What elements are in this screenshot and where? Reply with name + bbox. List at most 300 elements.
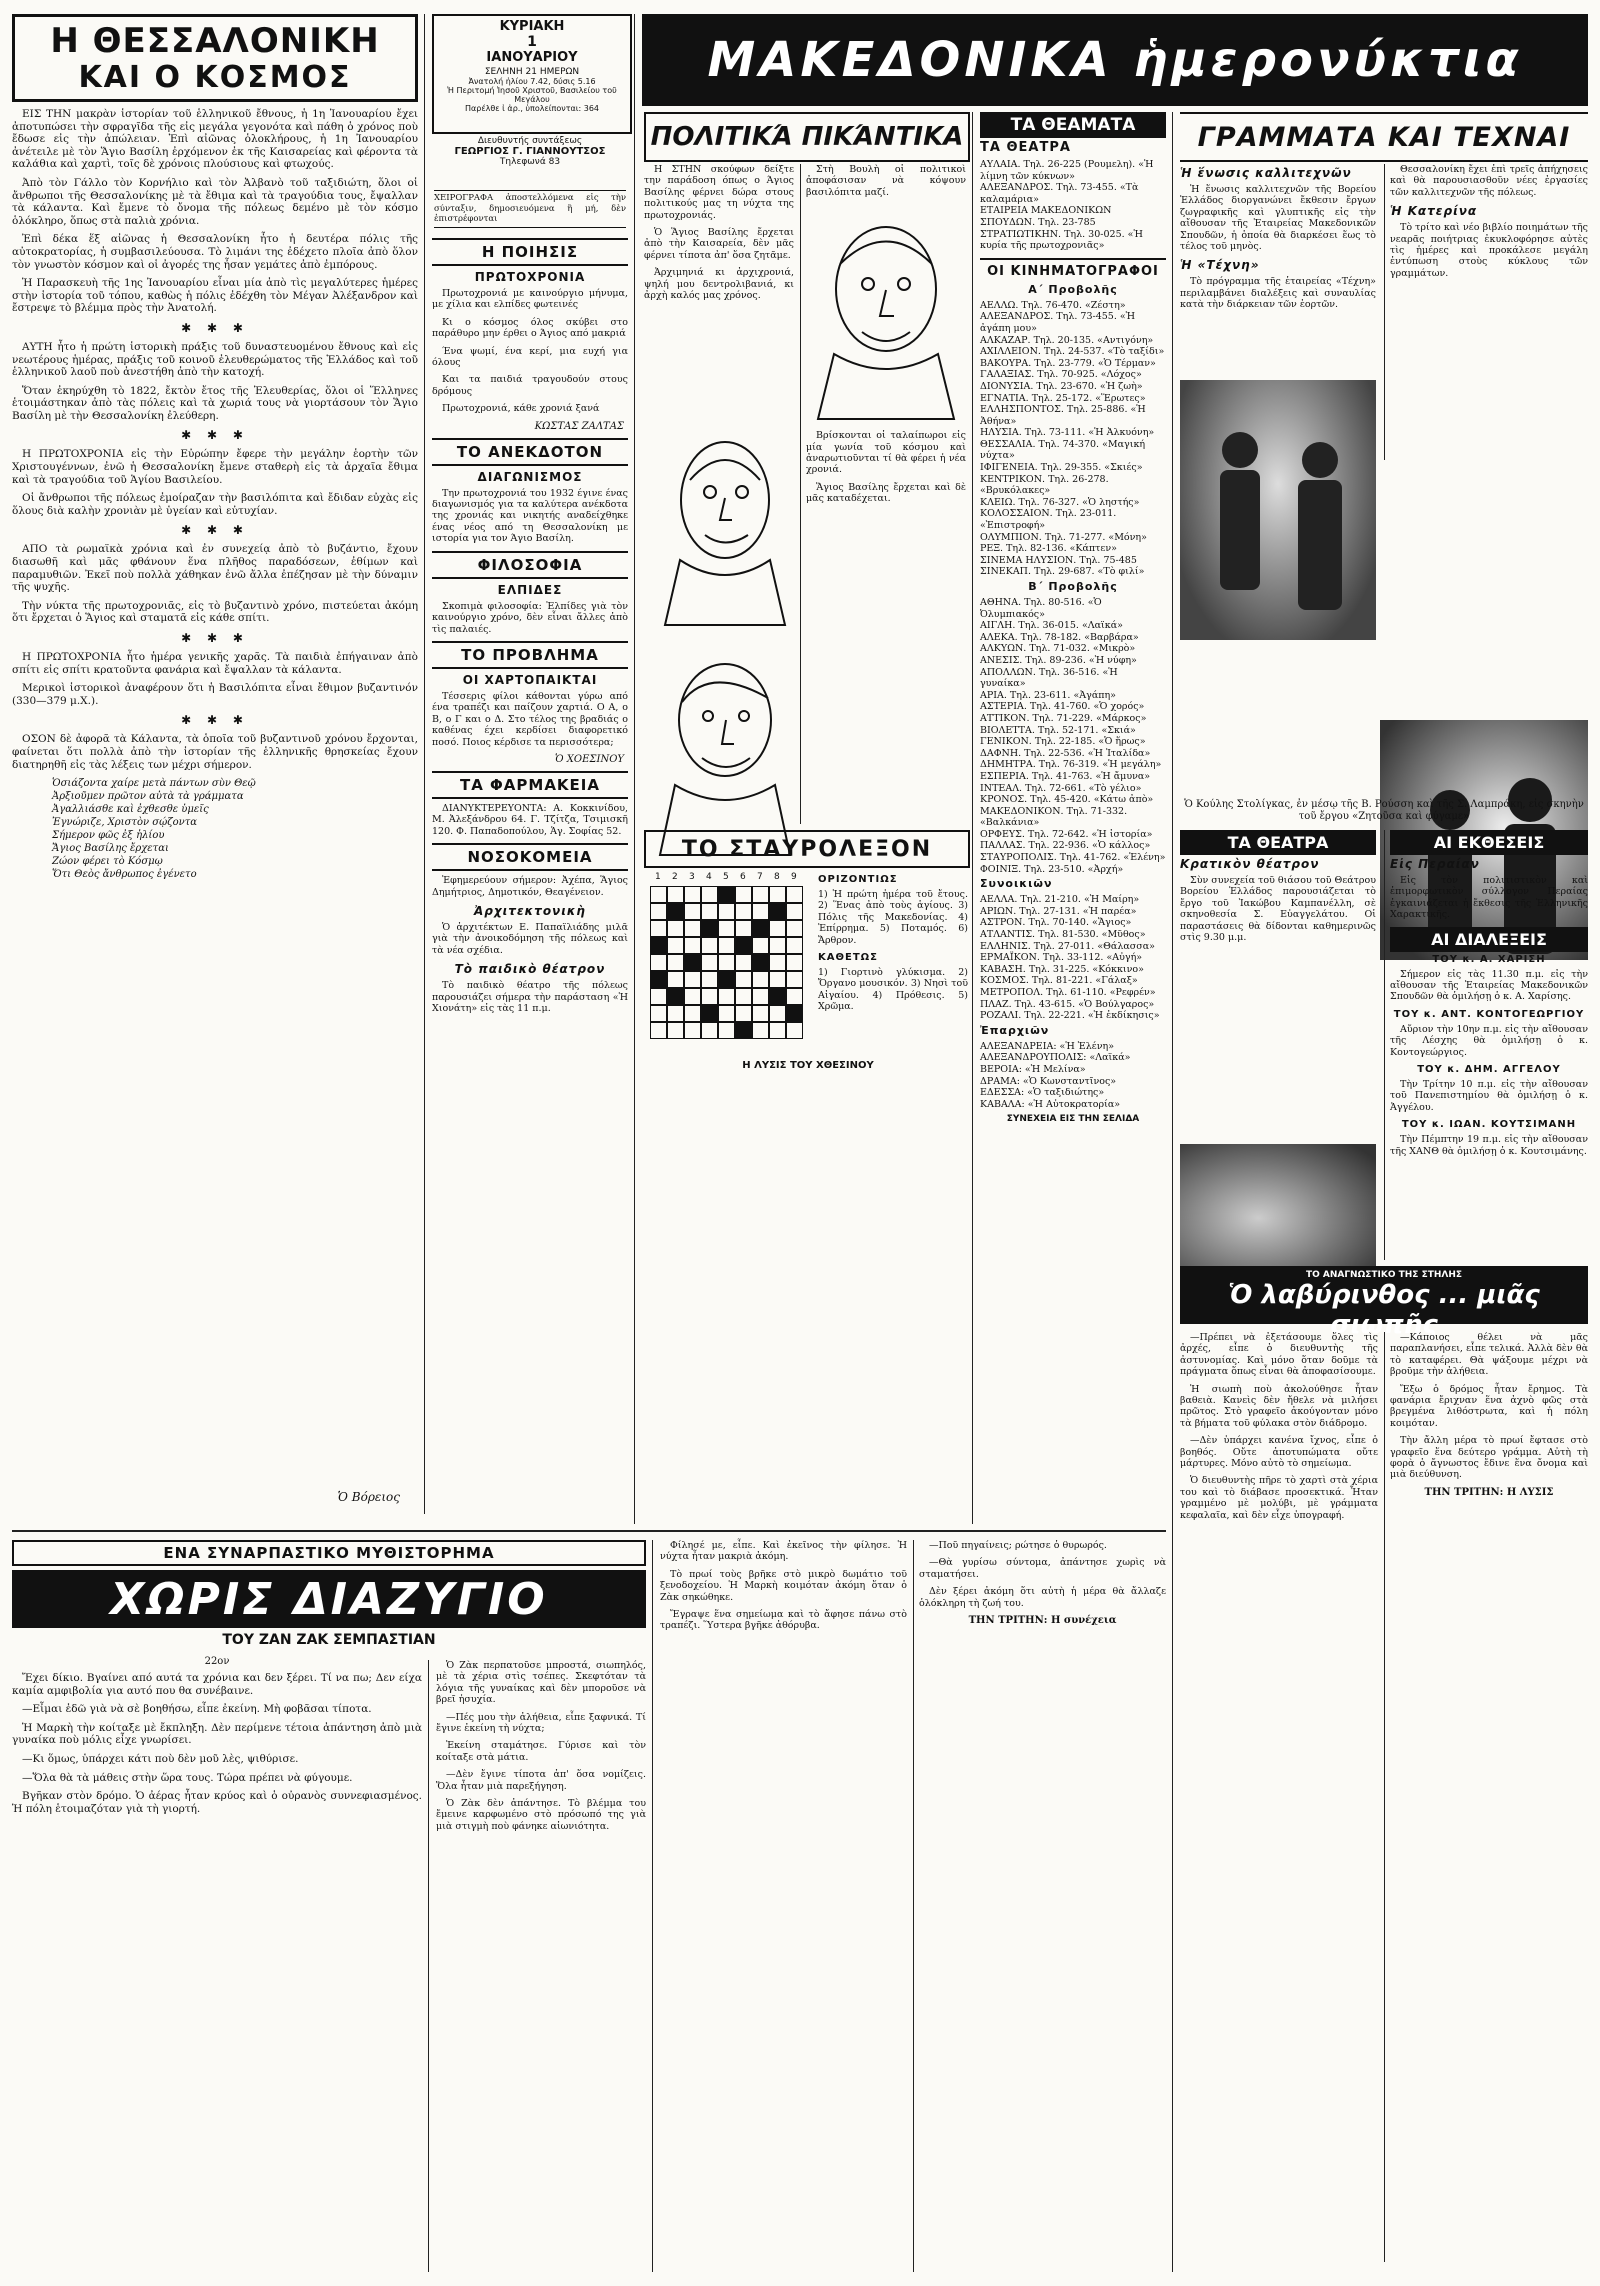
left-para: ΟΣΟΝ δὲ ἀφορᾶ τὰ Κάλαντα, τὰ ὁποῖα τοῦ βυζαντινοῦ χρόνου ἔρχονται, φαίνεται ὅτι πολλὰ ἀπὸ τὴν ἱστορίαν τῆς ἑλληνικῆς θρησκείας ἔχουν διατηρηθῆ εἰς τὰς λέξεις των μέχρι σήμερον. — [12, 733, 418, 771]
anecdote-header: ΤΟ ΑΝΕΚΔΟΤΟΝ — [432, 438, 628, 466]
crossword-cell[interactable] — [769, 937, 786, 954]
separator-stars: ✱ ✱ ✱ — [181, 523, 249, 538]
serial-title: ΧΩΡΙΣ ΔΙΑΖΥΓΙΟ — [110, 1573, 548, 1625]
left-signature: Ὁ Βόρειος — [337, 1490, 400, 1504]
crossword-cell[interactable] — [718, 1005, 735, 1022]
cinema-item: ΓΑΛΑΞΙΑΣ. Τηλ. 70-925. «Λόχος» — [980, 369, 1142, 381]
labyrinth-para: Ἔξω ὁ δρόμος ἦταν ἔρημος. Τὰ φανάρια ἔριχναν ἕνα ἀχνὸ φῶς στὰ βρεγμένα λιθόστρωτα, καὶ ἡ πόλη κοιμόταν. — [1390, 1383, 1588, 1429]
politics-para: Η ΣΤΗΝ σκούφων δείξτε την παράδοση όπως ο Άγιος Βασίλης φέρνει δώρα στους πολιτικούς μας τη νύχτα της πρωτοχρονιάς. — [644, 164, 794, 221]
poem-line: Πρωτοχρονιά με καινούργιο μήνυμα, με χίλια και ελπίδες φωτεινές — [432, 288, 628, 311]
cinema-item: ΚΕΝΤΡΙΚΟΝ. Τηλ. 26-278. «Βρυκόλακες» — [980, 473, 1109, 497]
crossword-cell[interactable] — [684, 954, 701, 971]
crossword-cell[interactable] — [769, 903, 786, 920]
crossword-cell[interactable] — [718, 937, 735, 954]
cinema-item: ΚΟΣΜΟΣ. Τηλ. 81-221. «Γάλαξ» — [980, 975, 1138, 987]
serial-para: Ὁ Ζὰκ δὲν ἀπάντησε. Τὸ βλέμμα του ἔμεινε καρφωμένο στὸ πρόσωπό της γιὰ μιὰ στιγμὴ ποὺ φάνηκε αἰωνιότητα. — [436, 1798, 646, 1832]
cinema-item: ΦΟΙΝΙΞ. Τηλ. 23-510. «Ἀρχή» — [980, 863, 1124, 875]
crossword-cell[interactable] — [752, 886, 769, 903]
serial-para: —Δὲν ἔγινε τίποτα ἀπ' ὅσα νομίζεις. Ὅλα ἦταν μιὰ παρεξήγηση. — [436, 1769, 646, 1792]
philosophy-text: Σκοπιμὰ φιλοσοφία: Ἐλπίδες γιὰ τὸν καινούργιο χρόνο, δὲν εἶναι ἄλλες ἀπὸ τὶς παλαιές. — [432, 600, 628, 635]
exhibitions-sub: Εἰς Περαίαν — [1390, 857, 1480, 871]
left-para: Οἱ ἄνθρωποι τῆς πόλεως ἐμοίραζαν τὴν βασιλόπιτα καὶ ἔδιδαν εὐχὰς εἰς ὅλους διὰ καλὴν χρονιὰν μὲ ὑγείαν καὶ εὐτυχίαν. — [12, 492, 418, 517]
separator-stars: ✱ ✱ ✱ — [181, 320, 249, 335]
crossword-cell[interactable] — [684, 886, 701, 903]
left-title-box — [12, 14, 418, 102]
politics-para: Βρίσκονται οἱ ταλαίπωροι εἰς μία γωνία τοῦ κόσμου καὶ ἀναρωτιοῦνται τί θὰ φέρει ἡ νέα χρονιά. — [806, 430, 966, 476]
crossword-cell[interactable] — [701, 903, 718, 920]
left-para: Ἀπὸ τὸν Γάλλο τὸν Κορνήλιο καὶ τὸν Ἀλβανὸ τοῦ ταξιδιώτη, ὅλοι οἱ ἄνθρωποι τῆς Θεσσαλονίκης μὲ τὰ ἔθιμα καὶ τὰ τραγούδια τους, ἔψαλλαν τὰ κάλαντα. Καὶ ἔμενε τὸ ὄνομα τῆς πόλεως δεμένο μὲ τὸν κόσμο ὁλόκληρο, ὅπως στὰ παλιὰ χρόνια. — [12, 176, 418, 227]
crossword-cell[interactable] — [735, 988, 752, 1005]
provinces-sub: Ἐπαρχιῶν — [980, 1023, 1050, 1037]
crossword-cell[interactable] — [786, 903, 803, 920]
serial-para: Ἡ Μαρκὴ τὴν κοίταξε μὲ ἔκπληξη. Δὲν περίμενε τέτοια ἀπάντηση ἀπὸ μιὰ γυναίκα ποὺ μόλις εἶχε γνωρίσει. — [12, 1721, 422, 1747]
cinema-item: ΠΑΛΛΑΣ. Τηλ. 22-936. «Ὁ κάλλος» — [980, 840, 1151, 852]
crossword-cell[interactable] — [667, 971, 684, 988]
serial-kicker: ΕΝΑ ΣΥΝΑΡΠΑΣΤΙΚΟ ΜΥΘΙΣΤΟΡΗΜΑ — [163, 1544, 495, 1562]
cinema-item: ΔΙΟΝΥΣΙΑ. Τηλ. 23-670. «Ἡ ζωὴ» — [980, 380, 1143, 392]
crossword-cell[interactable] — [684, 1005, 701, 1022]
left-para: ΑΠΟ τὰ ρωμαϊκὰ χρόνια καὶ ἐν συνεχείᾳ ἀπὸ τὸ βυζάντιο, ἔχουν διασωθῆ καὶ μᾶς φθάνουν ἕνα πλῆθος παραδόσεων, ἐθίμων καὶ παραμυθιῶν. Ἐκεῖ ποὺ πολλὰ χάθηκαν ἐνῶ ἄλλα ἐπέζησαν μὲ τὴν δύναμιν τῆς ψυχῆς. — [12, 543, 418, 594]
cinema-item: ΟΡΦΕΥΣ. Τηλ. 72-642. «Ἡ ἱστορία» — [980, 828, 1153, 840]
crossword-cell[interactable] — [735, 937, 752, 954]
crossword-col-number: 4 — [706, 872, 712, 882]
theater-header: ΤΑ ΘΕΑΤΡΑ — [1180, 830, 1376, 855]
cinema-item: ΚΡΟΝΟΣ. Τηλ. 45-420. «Κάτω ἀπὸ» — [980, 794, 1154, 806]
poem-line: Ἐγνώριζε, Χριστὸν σῴζοντα — [52, 817, 198, 829]
lecture-text: Αὔριον τὴν 10ην π.μ. εἰς τὴν αἴθουσαν τῆς Λέσχης θὰ ὁμιλήσῃ ὁ κ. Κοντογεώργιος. — [1390, 1023, 1588, 1058]
crossword-cell[interactable] — [735, 1022, 752, 1039]
politics-para: Στὴ Βουλὴ οἱ πολιτικοὶ ἀποφάσισαν νὰ κόψουν βασιλόπιτα μαζί. — [806, 164, 966, 198]
crossword-clues — [818, 872, 968, 1072]
cinema-item: ΑΛΕΚΑ. Τηλ. 78-182. «Βαρβάρα» — [980, 631, 1139, 643]
left-para: Μερικοὶ ἱστορικοὶ ἀναφέρουν ὅτι ἡ Βασιλόπιτα εἶναι ἔθιμον βυζαντινόν (330—379 μ.Χ.). — [12, 682, 418, 707]
crossword-cell[interactable] — [650, 971, 667, 988]
katerina-head: Ἡ Κατερίνα — [1390, 204, 1478, 219]
suburbs-sub: Συνοικιῶν — [980, 877, 1053, 891]
poem-line: Κι ο κόσμος όλος σκύβει στο παράθυρο μην έρθει ο Άγιος από μακριά — [432, 316, 628, 340]
lecture-text: Σήμερον εἰς τὰς 11.30 π.μ. εἰς τὴν αἴθουσαν τῆς Ἑταιρείας Μακεδονικῶν Σπουδῶν θὰ ὁμιλήσῃ ὁ κ. Α. Χαρίσης. — [1390, 968, 1588, 1003]
crossword-cell[interactable] — [701, 1005, 718, 1022]
labyrinth-footer: ΤΗΝ ΤΡΙΤΗΝ: Η ΛΥΣΙΣ — [1424, 1486, 1554, 1498]
serial-title-box — [12, 1570, 646, 1628]
lecture-who: ΤΟΥ κ. Α. ΧΑΡΙΣΗ — [1432, 953, 1546, 965]
cinema-item: ΙΝΤΕΑΛ. Τηλ. 72-661. «Τὸ γέλιο» — [980, 782, 1142, 794]
labyrinth-para: Τὴν ἄλλη μέρα τὸ πρωί ἔφτασε στὸ γραφεῖο ἕνα δεύτερο γράμμα. Αὐτὴ τὴ φορὰ ὁ ἄγνωστος ἔδινε ἕνα ὄνομα καὶ μιὰ διεύθυνση. — [1390, 1435, 1588, 1481]
crossword-cell[interactable] — [701, 988, 718, 1005]
crossword-cell[interactable] — [667, 988, 684, 1005]
serial-para: Φίλησέ με, εἶπε. Καὶ ἐκεῖνος τὴν φίλησε. Ἡ νύχτα ἦταν μακριὰ ἀκόμη. — [660, 1540, 907, 1563]
continued-note: ΣΥΝΕΧΕΙΑ ΕΙΣ ΤΗΝ ΣΕΛΙΔΑ — [1006, 1114, 1140, 1125]
hospital-text: Ἐφημερεύουν σήμερον: Ἀχέπα, Ἅγιος Δημήτριος, Δημοτικόν, Θεαγένειον. — [432, 875, 628, 898]
cinema-item: ΚΑΒΑΣΗ. Τηλ. 31-225. «Κόκκινο» — [980, 963, 1144, 975]
date-info: Ἡ Περιτομή Ἰησοῦ Χριστοῦ, Βασιλείου τοῦ Μεγάλου — [447, 86, 617, 104]
serial-para: Τὸ πρωί τοὺς βρῆκε στὸ μικρὸ δωμάτιο τοῦ ξενοδοχείου. Ἡ Μαρκὴ κοιμόταν ἀκόμη ὅταν ὁ Ζὰκ σηκώθηκε. — [660, 1568, 907, 1603]
exhibitions-text: Εἰς τὸν πολιτιστικὸν καὶ ἐπιμορφωτικὸν σύλλογον Περαίας ἐγκαινιάζεται ἡ ἔκθεσις τῆς Ἑλληνικῆς Χαρακτικῆς. — [1390, 875, 1588, 921]
childrens-theater-text: Τὸ παιδικὸ θέατρο τῆς πόλεως παρουσιάζει σήμερα τὴν παράσταση «Ἡ Χιονάτη» εἰς τὰς 11 π.μ. — [432, 980, 628, 1014]
labyrinth-kicker: ΤΟ ΑΝΑΓΝΩΣΤΙΚΟ ΤΗΣ ΣΤΗΛΗΣ — [1305, 1270, 1463, 1280]
cinema-item: ΑΛΕΞΑΝΔΡΟΣ. Τηλ. 73-455. «Ἡ ἀγάπη μου» — [980, 311, 1136, 334]
serial-footer: ΤΗΝ ΤΡΙΤΗΝ: Η συνέχεια — [968, 1615, 1117, 1627]
serial-para: —Ποῦ πηγαίνεις; ρώτησε ὁ θυρωρός. — [929, 1540, 1107, 1551]
crossword-col-number: 9 — [791, 872, 797, 882]
techni-text: Τὸ πρόγραμμα τῆς ἑταιρείας «Τέχνη» περιλαμβάνει διαλέξεις καὶ συναυλίας κατὰ τὴν διάρκειαν τῶν ἑορτῶν. — [1180, 276, 1376, 311]
crossword-cell[interactable] — [667, 937, 684, 954]
left-para: Ὅταν ἐκηρύχθη τὸ 1822, ἔκτὸν ἔτος τῆς Ἐλευθερίας, ὅλοι οἱ Ἕλληνες ἑτοιμάστηκαν ἀπὸ τὰς πόλεις καὶ τὰ χωριά τους νὰ γιορτάσουν τὸν Ἅγιο Βασίλη μὲ τὴν Θεσσαλονίκη ἐλεύθερη. — [12, 384, 418, 422]
crossword-cell[interactable] — [684, 971, 701, 988]
architecture-text: Ὁ ἀρχιτέκτων Ε. Παπαϊλιάδης μιλᾶ γιὰ τὴν ἀνοικοδόμηση τῆς πόλεως καὶ τὰ νέα σχέδια. — [432, 921, 628, 956]
serial-para: Ὁ Ζὰκ περπατοῦσε μπροστά, σιωπηλός, μὲ τὰ χέρια στὶς τσέπες. Σκεφτόταν τὰ λόγια τῆς γυναίκας καὶ δὲν μποροῦσε νὰ βρεῖ ἡσυχία. — [436, 1660, 646, 1706]
caricature-2 — [650, 640, 800, 860]
crossword-title-box — [644, 830, 970, 868]
crossword-cell[interactable] — [769, 1005, 786, 1022]
cinema-item: ΔΗΜΗΤΡΑ. Τηλ. 76-319. «Ἡ μεγάλη» — [980, 759, 1162, 771]
crossword-col-number: 7 — [757, 872, 763, 882]
crossword-cell[interactable] — [735, 1005, 752, 1022]
crossword-cell[interactable] — [786, 920, 803, 937]
crossword-cell[interactable] — [650, 988, 667, 1005]
left-para: Ἐπὶ δέκα ἕξ αἰῶνας ἡ Θεσσαλονίκη ἦτο ἡ δευτέρα πόλις τῆς αὐτοκρατορίας, ἡ συμβασιλεύουσα. Τὸ λιμάνι της ἐδέχετο πλοῖα ἀπὸ ὅλον τὸν γνωστὸν κόσμον καὶ οἱ ἀγορές της ἦσαν γεμάτες ἀπὸ ἐμπόρους. — [12, 233, 418, 271]
cinema-item: ΚΟΛΟΣΣΑΙΟΝ. Τηλ. 23-011. «Ἐπιστροφή» — [980, 508, 1117, 532]
theater-text: Σὺν συνεχεία τοῦ θιάσου τοῦ Θεάτρου Βορείου Ἑλλάδος παρουσιάζεται τὸ ἔργο τοῦ Ἰακώβου Καμπανέλλη, σὲ σκηνοθεσία Σ. Εὐαγγελάτου. Οἱ παραστάσεις θὰ δίδονται καθημερινῶς στὶς 9.30 μ.μ. — [1180, 875, 1376, 944]
cinema-item: ΕΛΛΗΣΠΟΝΤΟΣ. Τηλ. 25-886. «Ἡ Ἀθήνα» — [980, 404, 1146, 427]
serial-para: —Πές μου τὴν ἀλήθεια, εἶπε ξαφνικά. Τί ἔγινε ἐκείνη τὴ νύχτα; — [436, 1711, 646, 1735]
manuscript-note: ΧΕΙΡΟΓΡΑΦΑ ἀποστελλόμενα εἰς τὴν σύνταξιν, δημοσιευόμενα ἢ μή, δὲν ἐπιστρέφονται — [434, 190, 626, 228]
labyrinth-title: Ὁ λαβύρινθος ... μιᾶς σιωπῆς — [1228, 1280, 1540, 1340]
crossword-cell[interactable] — [718, 954, 735, 971]
crossword-solution-title: Η ΛΥΣΙΣ ΤΟΥ ΧΘΕΣΙΝΟΥ — [742, 1060, 874, 1071]
left-title-line2: ΚΑΙ Ο ΚΟΣΜΟΣ — [78, 60, 352, 95]
bottom-rule — [12, 1530, 1166, 1532]
date-number: 1 — [527, 34, 537, 50]
cinema-item: ΑΛΕΞΑΝΔΡΟΥΠΟΛΙΣ: «Λαϊκά» — [980, 1052, 1131, 1064]
cinema-item: ΜΕΤΡΟΠΟΛ. Τηλ. 61-110. «Ρεφρέν» — [980, 987, 1156, 998]
crossword-cell[interactable] — [752, 971, 769, 988]
politics-para: Ἀρχιμηνιά κι ἀρχιχρονιά, ψηλή μου δεντρολιβανιά, κι ἀρχὴ καλός μας χρόνος. — [644, 267, 794, 302]
crossword-cell[interactable] — [650, 954, 667, 971]
philosophy-header: ΦΙΛΟΣΟΦΙΑ — [432, 551, 628, 579]
column-rule — [634, 14, 635, 1524]
cinema-item: ΣΙΝΕΚΑΠ. Τηλ. 29-687. «Τὸ φιλί» — [980, 566, 1145, 578]
cinema-item: ΑΣΤΕΡΙΑ. Τηλ. 41-760. «Ὁ χορός» — [980, 701, 1145, 713]
lecture-text: Τὴν Τρίτην 10 π.μ. εἰς τὴν αἴθουσαν τοῦ Πανεπιστημίου θὰ ὁμιλήσῃ ὁ κ. Ἀγγέλου. — [1390, 1079, 1588, 1113]
cinema-item: ΚΑΒΑΛΑ: «Ἡ Αὐτοκρατορία» — [980, 1098, 1121, 1110]
crossword-cell[interactable] — [684, 903, 701, 920]
theater-item: ΑΛΕΞΑΝΔΡΟΣ. Τηλ. 73-455. «Τὰ καλαμάρια» — [980, 182, 1139, 205]
second-run-sub: Β΄ Προβολῆς — [1028, 580, 1118, 593]
lecture-who: ΤΟΥ κ. ΔΗΜ. ΑΓΓΕΛΟΥ — [1417, 1064, 1561, 1076]
cinema-item: ΙΦΙΓΕΝΕΙΑ. Τηλ. 29-355. «Σκιές» — [980, 462, 1143, 474]
letters-title-box — [1180, 112, 1588, 162]
serial-column-2 — [436, 1660, 646, 2272]
serial-column-3 — [660, 1540, 1166, 2272]
architecture-header: Ἀρχιτεκτονικὴ — [474, 903, 586, 918]
column-rule — [972, 112, 973, 1524]
cinema-item: ΟΛΥΜΠΙΟΝ. Τηλ. 71-277. «Μόνη» — [980, 531, 1147, 543]
politics-para: Ἅγιος Βασίλης ἔρχεται καὶ δὲ μᾶς καταδέχεται. — [806, 481, 966, 505]
crossword-cell[interactable] — [684, 920, 701, 937]
crossword-cell[interactable] — [769, 954, 786, 971]
left-para: ΕΙΣ ΤΗΝ μακρὰν ἱστορίαν τοῦ ἑλληνικοῦ ἔθνους, ἡ 1η Ἰανουαρίου ἔχει ἀποτυπώσει τὴν σφραγῖδα τῆς εἰς μεγάλα γεγονότα καὶ πάθη ὁ χρόνος ποὺ ἔδωσε εἰς τὴν ἀπώλειαν. Ἐπὶ αἰῶνας ὁλοκλήρους, ἡ 1η Ἰανουαρίου ἀνέτειλε μὲ τὸν Ἅγιο Βασίλη ἐρχόμενον ἐκ τῆς Καισαρείας καὶ φέροντα τὰ καλάθια καὶ χαρτὶ, τοῖς δὲ χρόνοις πλούσιους καὶ φτωχούς. — [12, 108, 418, 171]
center-column — [432, 232, 628, 1524]
cinema-item: ΑΡΙΩΝ. Τηλ. 27-131. «Ἡ παρέα» — [980, 905, 1137, 917]
crossword-cell[interactable] — [735, 971, 752, 988]
crossword-cell[interactable] — [769, 1022, 786, 1039]
crossword-cell[interactable] — [752, 954, 769, 971]
separator-stars: ✱ ✱ ✱ — [181, 428, 249, 443]
cinema-item: ΓΕΝΙΚΟΝ. Τηλ. 22-185. «Ὁ ἥρως» — [980, 736, 1146, 748]
serial-column-1 — [12, 1672, 422, 2272]
crossword-col-number: 1 — [655, 872, 661, 882]
column-rule — [800, 164, 801, 824]
serial-para: —Εἶμαι ἐδῶ γιὰ νὰ σὲ βοηθήσω, εἶπε ἐκείνη. Μὴ φοβᾶσαι τίποτα. — [22, 1703, 372, 1716]
macedonian-banner — [642, 14, 1588, 106]
labyrinth-para: —Δὲν ὑπάρχει κανένα ἴχνος, εἶπε ὁ βοηθός. Οὔτε ἀποτυπώματα οὔτε μάρτυρες. Μόνο αὐτὸ τὸ σημείωμα. — [1180, 1435, 1378, 1470]
cinema-item: ΡΕΞ. Τηλ. 82-136. «Κάπτεν» — [980, 543, 1117, 555]
crossword-cell[interactable] — [786, 971, 803, 988]
crossword-cell[interactable] — [650, 1022, 667, 1039]
crossword-cell[interactable] — [718, 920, 735, 937]
crossword-cell[interactable] — [718, 886, 735, 903]
politics-column-2 — [806, 164, 966, 784]
cinema-item: ΕΓΝΑΤΙΑ. Τηλ. 25-172. «Ἕρωτες» — [980, 392, 1146, 404]
labyrinth-text — [1180, 1332, 1588, 2262]
crossword-top-numbers — [650, 872, 812, 886]
left-title-line1: Η ΘΕΣΣΑΛΟΝΙΚΗ — [50, 21, 380, 61]
crossword-cell[interactable] — [752, 920, 769, 937]
crossword-cell[interactable] — [718, 988, 735, 1005]
serial-para: —Ὅλα θὰ τὰ μάθεις στὴν ὥρα τους. Τώρα πρέπει νὰ φύγουμε. — [22, 1771, 353, 1784]
letters-column-2 — [1390, 164, 1588, 454]
crossword-cell[interactable] — [650, 1005, 667, 1022]
politics-title-box — [644, 112, 970, 162]
crossword-cell[interactable] — [786, 937, 803, 954]
crossword-cell[interactable] — [667, 1022, 684, 1039]
moon-phase: ΣΕΛΗΝΗ 21 ΗΜΕΡΩΝ — [484, 67, 580, 77]
crossword-cell[interactable] — [684, 988, 701, 1005]
theater-item: ΑΥΛΑΙΑ. Τηλ. 26-225 (Ρουμελη). «Ἡ λίμνη τῶν κύκνων» — [980, 159, 1154, 182]
theaters-column — [980, 112, 1166, 1692]
lectures-header: ΑΙ ΔΙΑΛΕΞΕΙΣ — [1390, 927, 1588, 952]
crossword-cell[interactable] — [650, 920, 667, 937]
labyrinth-para: Ἡ σιωπὴ ποὺ ἀκολούθησε ἦταν βαθειὰ. Κανεὶς δὲν ἤθελε νὰ μιλήσει πρῶτος. Στὸ γραφεῖο ἀκούγονταν μόνο τὰ βήματα τοῦ φύλακα στὸν διάδρομο. — [1180, 1383, 1378, 1429]
techni-head: Ἡ «Τέχνη» — [1180, 258, 1260, 273]
clues-vertical: 1) Γιορτινὸ γλύκισμα. 2) Ὄργανο μουσικόν. 3) Νησὶ τοῦ Αἰγαίου. 4) Πρόθεσις. 5) Χρῶμα. — [818, 967, 968, 1013]
caricature-1 — [650, 420, 800, 630]
lecture-text: Τὴν Πέμπτην 19 π.μ. εἰς τὴν αἴθουσαν τῆς ΧΑΝΘ θὰ ὁμιλήσῃ ὁ κ. Κουτσιμάνης. — [1390, 1134, 1588, 1157]
lecture-who: ΤΟΥ κ. ΑΝΤ. ΚΟΝΤΟΓΕΩΡΓΙΟΥ — [1393, 1008, 1585, 1020]
cinema-item: ΑΕΛΛΑ. Τηλ. 21-210. «Ἡ Μαίρη» — [980, 894, 1140, 906]
labyrinth-para: —Κάποιος θέλει νὰ μᾶς παραπλανήσει, εἶπε τελικά. Ἀλλὰ δὲν θὰ τὸ καταφέρει. Θὰ ψάξουμε μέχρι νὰ βροῦμε τὴν ἀλήθεια. — [1390, 1332, 1588, 1378]
crossword-cell[interactable] — [752, 1022, 769, 1039]
serial-author: ΤΟΥ ΖΑΝ ΖΑΚ ΣΕΜΠΑΣΤΙΑΝ — [222, 1632, 436, 1648]
cinema-item: ΚΛΕΙΩ. Τηλ. 76-327. «Ὁ ληστής» — [980, 496, 1140, 508]
province-list — [980, 1041, 1166, 1111]
crossword-cell[interactable] — [684, 937, 701, 954]
anecdote-text: Την πρωτοχρονιά του 1932 έγινε ένας διαγωνισμός για τα καλύτερα ανέκδοτα της χρονιάς και νικητής αναδείχθηκε ένας νέος από τη Θεσσαλονίκη με ιστορία για τον Άγιο Βασίλη. — [432, 487, 628, 545]
poem-line: Ὁσιάζοντα χαίρε μετὰ πάντων σὺν Θεῷ — [52, 778, 256, 790]
crossword-cell[interactable] — [786, 1022, 803, 1039]
crossword-cell[interactable] — [752, 903, 769, 920]
left-para: Ἡ Παρασκευὴ τῆς 1ης Ἰανουαρίου εἶναι μία ἀπὸ τὶς μεγαλύτερες ἡμέρες στὴν ἱστορία τοῦ τόπου, καθὼς ἡ πόλις ἐδέχθη τὸν Μέγαν Ἀλέξανδρον καὶ ἔστρεψε τὸ βλέμμα πρὸς τὴν Ἀνατολή. — [12, 277, 418, 315]
cinema-item: ΕΣΠΕΡΙΑ. Τηλ. 41-763. «Ἡ ἄμυνα» — [980, 770, 1151, 782]
crossword-cell[interactable] — [718, 1022, 735, 1039]
pharmacy-text: ΔΙΑΝΥΚΤΕΡΕΥΟΝΤΑ: Α. Κοκκινίδου, Μ. Ἀλεξάνδρου 64. Γ. Τζίτζα, Τσιμισκῆ 120. Φ. Παπαδοπούλου, Ἁγ. Σοφίας 52. — [432, 802, 628, 837]
cinema-item: ΕΛΛΗΝΙΣ. Τηλ. 27-011. «Θάλασσα» — [980, 940, 1155, 952]
crossword-cells — [650, 886, 812, 1044]
crossword-cell[interactable] — [650, 937, 667, 954]
crossword-cell[interactable] — [786, 988, 803, 1005]
crossword-cell[interactable] — [650, 903, 667, 920]
crossword-col-number: 5 — [723, 872, 729, 882]
cinema-item: ΑΛΕΞΑΝΔΡΕΙΑ: «Ἡ Ἑλένη» — [980, 1040, 1115, 1052]
crossword-cell[interactable] — [735, 954, 752, 971]
macedonian-banner-text: ΜΑΚΕΔΟΝΙΚΑ ἡμερονύκτια — [707, 32, 1523, 88]
poem-title: ΠΡΩΤΟΧΡΟΝΙΑ — [474, 270, 586, 284]
crossword-cell[interactable] — [667, 886, 684, 903]
crossword-cell[interactable] — [667, 920, 684, 937]
poem-line: Ἄγιος Βασίλης ἔρχεται — [52, 843, 169, 855]
separator-stars: ✱ ✱ ✱ — [181, 713, 249, 728]
column-rule — [428, 1660, 429, 2272]
crossword-cell[interactable] — [786, 1005, 803, 1022]
poem-line: Ένα ψωμί, ένα κερί, μια ευχή για όλους — [432, 345, 628, 369]
clues-horizontal-title: ΟΡΙΖΟΝΤΙΩΣ — [818, 874, 898, 885]
crossword-cell[interactable] — [701, 937, 718, 954]
theater-item: ΕΤΑΙΡΕΙΑ ΜΑΚΕΔΟΝΙΚΩΝ ΣΠΟΥΔΩΝ. Τηλ. 23-785 — [980, 205, 1112, 228]
cinema-item: ΘΕΣΣΑΛΙΑ. Τηλ. 74-370. «Μαγική νύχτα» — [980, 438, 1146, 462]
poem-author: ΚΩΣΤΑΣ ΖΑΛΤΑΣ — [534, 420, 624, 432]
problem-header: ΤΟ ΠΡΟΒΛΗΜΑ — [432, 641, 628, 669]
crossword-cell[interactable] — [667, 1005, 684, 1022]
childrens-theater-header: Τὸ παιδικὸ θέατρον — [454, 962, 606, 977]
crossword-cell[interactable] — [667, 903, 684, 920]
poem-line: Και τα παιδιά τραγουδούν στους δρόμους — [432, 374, 628, 397]
state-theater-sub: Κρατικὸν θέατρον — [1180, 857, 1320, 871]
crossword-cell[interactable] — [701, 1022, 718, 1039]
serial-para: —Θὰ γυρίσω σύντομα, ἀπάντησε χωρὶς νὰ σταματήσει. — [919, 1557, 1166, 1580]
cinema-item: ΑΘΗΝΑ. Τηλ. 80-516. «Ὁ Ὀλυμπιακός» — [980, 597, 1102, 620]
column-rule — [1384, 830, 1385, 1260]
cinema-item: ΑΙΓΛΗ. Τηλ. 36-015. «Λαϊκά» — [980, 620, 1123, 632]
cinema-item: ΑΛΚΑΖΑΡ. Τηλ. 20-135. «Αντιγόνη» — [980, 334, 1154, 346]
philosophy-sub: ΕΛΠΙΔΕΣ — [497, 582, 563, 597]
labyrinth-para: Ὁ διευθυντὴς πῆρε τὸ χαρτὶ στὰ χέρια του καὶ τὸ διάβασε προσεκτικά. Ἦταν γραμμένο μὲ μολύβι, μὲ γράμματα κεφαλαῖα, καὶ δὲν εἶχε ὑπογραφή. — [1180, 1475, 1378, 1521]
people-figures — [1180, 380, 1376, 640]
cinema-item: ΒΑΚΟΥΡΑ. Τηλ. 23-779. «Ὁ Τέρμαν» — [980, 357, 1156, 369]
crossword-cell[interactable] — [701, 954, 718, 971]
serial-episode: 22ον — [204, 1656, 230, 1667]
crossword-cell[interactable] — [667, 954, 684, 971]
pharmacy-header: ΤΑ ΦΑΡΜΑΚΕΙΑ — [432, 771, 628, 799]
serial-para: —Κι ὅμως, ὑπάρχει κάτι ποὺ δὲν μοῦ λὲς, ψιθύρισε. — [22, 1752, 299, 1765]
date-day: ΚΥΡΙΑΚΗ — [499, 19, 565, 34]
crossword-cell[interactable] — [752, 988, 769, 1005]
crossword-cell[interactable] — [769, 920, 786, 937]
serial-para: Βγῆκαν στὸν δρόμο. Ὁ ἀέρας ἦταν κρύος καὶ ὁ οὐρανὸς συννεφιασμένος. Ἡ πόλη ἑτοιμαζόταν γιὰ τὴ γιορτή. — [12, 1790, 422, 1815]
cinema-item: ΜΑΚΕΔΟΝΙΚΟΝ. Τηλ. 71-332. «Βαλκάνια» — [980, 805, 1128, 829]
column-rule — [652, 1540, 653, 2272]
clues-horizontal: 1) Ἡ πρώτη ἡμέρα τοῦ ἔτους. 2) Ἕνας ἀπὸ τοὺς ἁγίους. 3) Πόλις τῆς Μακεδονίας. 4) Ἐπίρρημα. 5) Ποταμός. 6) Ἄρθρον. — [818, 889, 968, 946]
crossword-cell[interactable] — [769, 988, 786, 1005]
problem-author: Ὁ ΧΟΕΣΙΝΟΥ — [555, 753, 624, 765]
artists-union-text: Ἡ ἕνωσις καλλιτεχνῶν τῆς Βορείου Ἑλλάδος διοργανώνει ἔκθεσιν ἔργων ζωγραφικῆς καὶ γλυπτικῆς εἰς τὴν αἴθουσαν τῆς Ἑταιρείας Μακεδονικῶν Σπουδῶν, ἡ ὁποία θὰ διαρκέσει ἕως τὸ τέλος τοῦ μηνὸς. — [1180, 184, 1376, 253]
crossword-cell[interactable] — [735, 920, 752, 937]
crossword-col-number: 2 — [672, 872, 678, 882]
separator-stars: ✱ ✱ ✱ — [181, 631, 249, 645]
crossword-cell[interactable] — [718, 971, 735, 988]
crossword-cell[interactable] — [701, 971, 718, 988]
crossword-cell[interactable] — [735, 886, 752, 903]
poem-line: Ζώον φέρει τὸ Κόσμῳ — [52, 856, 163, 868]
poem-line: Ἀγαλλιάσθε καὶ ἐχθεσθε ὑμεῖς — [52, 804, 209, 816]
cinema-item: ΠΛΑΖ. Τηλ. 43-615. «Ὁ Βούλγαρος» — [980, 998, 1155, 1010]
poem-line: Σήμερον φῶς ἐξ ἡλίου — [52, 830, 165, 842]
caricature-3 — [806, 204, 966, 424]
date-info: Ἀνατολή ἡλίου 7.42, δύσις 5.16 — [468, 77, 596, 86]
suburb-list — [980, 894, 1166, 1022]
crossword-cell[interactable] — [701, 886, 718, 903]
crossword-grid — [650, 872, 812, 1044]
serial-para: Ἔχει δίκιο. Βγαίνει από αυτά τα χρόνια και δεν ξέρει. Τί να πω; Δεν είχα καμία αμφιβολία για αυτό που θα συνέβαινε. — [12, 1672, 422, 1697]
serial-para: Ἐκείνη σταμάτησε. Γύρισε καὶ τὸν κοίταξε στὰ μάτια. — [436, 1740, 646, 1763]
left-para: Η ΠΡΩΤΟΧΡΟΝΙΑ ἦτο ἡμέρα γενικῆς χαρᾶς. Τὰ παιδιὰ ἐπήγαιναν ἀπὸ σπίτι εἰς σπίτι κρατοῦντα φανάρια καὶ ἔψαλλαν τὰ κάλαντα. — [12, 651, 418, 676]
column-rule — [1172, 112, 1173, 2272]
date-month: ΙΑΝΟΥΑΡΙΟΥ — [486, 50, 578, 65]
cinema-item: ΔΡΑΜΑ: «Ὁ Κωνσταντῖνος» — [980, 1075, 1117, 1087]
crossword-cell[interactable] — [769, 886, 786, 903]
crossword-cell[interactable] — [769, 971, 786, 988]
left-poem — [52, 777, 418, 881]
cinema-item: ΑΧΙΛΛΕΙΟΝ. Τηλ. 24-537. «Τὸ ταξίδι» — [980, 346, 1165, 358]
crossword-cell[interactable] — [718, 903, 735, 920]
crossword-cell[interactable] — [650, 886, 667, 903]
letters-lower-left — [1180, 830, 1376, 1260]
crossword-cell[interactable] — [701, 920, 718, 937]
cinema-list — [980, 300, 1166, 578]
first-run-sub: Α΄ Προβολῆς — [1028, 282, 1118, 296]
cinema-item: ΣΙΝΕΜΑ ΗΛΥΣΙΟΝ. Τηλ. 75-485 — [980, 554, 1137, 566]
column-rule — [1384, 164, 1385, 460]
left-column — [12, 14, 418, 1514]
cinema-item: ΑΣΤΡΟΝ. Τηλ. 70-140. «Ἅγιος» — [980, 917, 1132, 929]
director-label: Διευθυντής συντάξεως — [477, 136, 583, 146]
cinema-sub: ΟΙ ΚΙΝΗΜΑΤΟΓΡΑΦΟΙ — [980, 258, 1166, 279]
crossword-cell[interactable] — [752, 1005, 769, 1022]
politics-title: ΠΟΛΙΤΙΚΆ ΠΙΚΆΝΤΙΚΑ — [650, 122, 964, 152]
crossword-cell[interactable] — [786, 954, 803, 971]
katerina-text: Τὸ τρίτο καὶ νέο βιβλίο ποιημάτων τῆς νεαρᾶς ποιήτριας ἐκυκλοφόρησε αὐτὲς τὶς ἡμέρες καὶ προκάλεσε μεγάλη ἐντύπωση στοὺς κύκλους τῶν γραμμάτων. — [1390, 222, 1588, 279]
cinema-item: ΒΙΟΛΕΤΤΑ. Τηλ. 52-171. «Σκιά» — [980, 724, 1136, 736]
crossword-cell[interactable] — [786, 886, 803, 903]
left-para: Η ΠΡΩΤΟΧΡΟΝΙΑ εἰς τὴν Εὐρώπην ἔφερε τὴν μεγάλην ἑορτὴν τῶν Χριστουγέννων, ἐνῶ ἡ Θεσσαλονίκη ἔμενε σταθερὴ εἰς τὰ ἀρχαῖα ἔθιμα καὶ τὰ τραγούδια τοῦ Ἁγίου Βασιλείου. — [12, 448, 418, 486]
crossword-cell[interactable] — [735, 903, 752, 920]
cinema-item: ΑΤΤΙΚΟΝ. Τηλ. 71-229. «Μάρκος» — [980, 712, 1147, 724]
editor-box — [432, 136, 628, 188]
cinema-item: ΣΤΑΥΡΟΠΟΛΙΣ. Τηλ. 41-762. «Ἑλένη» — [980, 852, 1166, 864]
crossword-col-number: 8 — [774, 872, 780, 882]
cinema-item: ΑΤΛΑΝΤΙΣ. Τηλ. 81-530. «Μῦθος» — [980, 929, 1146, 941]
date-box — [432, 14, 632, 134]
crossword-cell[interactable] — [684, 1022, 701, 1039]
hospital-header: ΝΟΣΟΚΟΜΕΙΑ — [432, 843, 628, 871]
cinema-item: ΑΕΛΛΩ. Τηλ. 76-470. «Ζέστη» — [980, 299, 1126, 311]
crossword-col-number: 6 — [740, 872, 746, 882]
theater-item: ΣΤΡΑΤΙΩΤΙΚΗΝ. Τηλ. 30-025. «Ἡ κυρία τῆς πρωτοχρονιᾶς» — [980, 228, 1143, 252]
theater-photo-left — [1180, 380, 1376, 640]
artists-union-head: Ἡ ἕνωσις καλλιτεχνῶν — [1180, 166, 1352, 180]
cinema-item: ΔΑΦΝΗ. Τηλ. 22-536. «Ἡ Ἰταλίδα» — [980, 747, 1151, 759]
crossword-cell[interactable] — [752, 937, 769, 954]
